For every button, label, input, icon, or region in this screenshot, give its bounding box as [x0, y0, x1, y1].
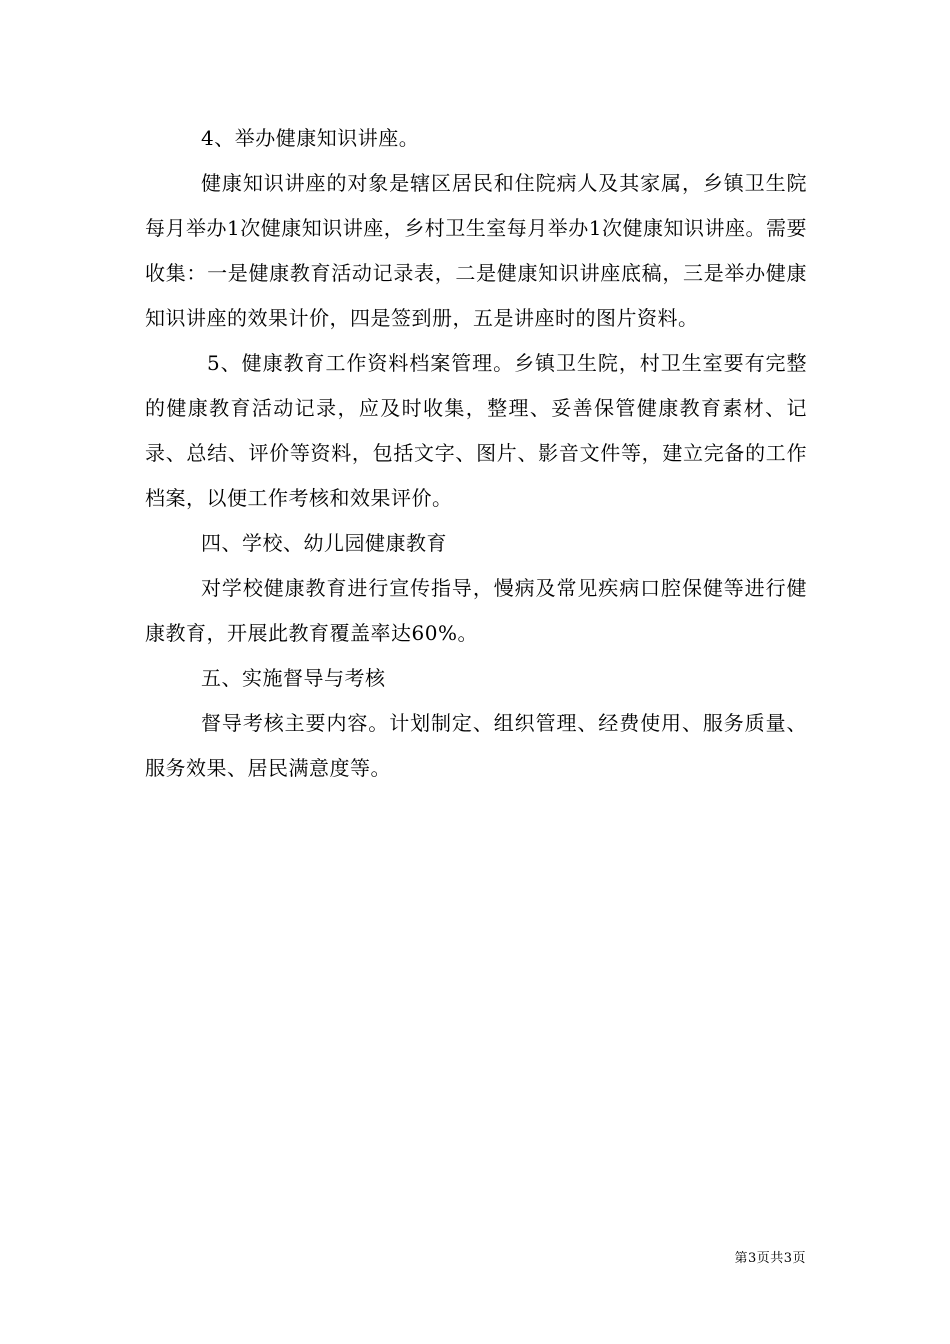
- paragraph-archive-management: 5、健康教育工作资料档案管理。乡镇卫生院，村卫生室要有完整的健康教育活动记录，应及时收集，整理、妥善保管健康教育素材、记录、总结、评价等资料，包括文字、图片、影音文件等，建立完备的工作档案，以便工作考核和效果评价。: [145, 351, 807, 510]
- section-heading-school: 四、学校、幼儿园健康教育: [201, 531, 447, 555]
- document-body: [145, 116, 807, 791]
- paragraph-school-education: 对学校健康教育进行宣传指导，慢病及常见疾病口腔保健等进行健康教育，开展此教育覆盖率达60%。: [145, 576, 807, 645]
- paragraph-lecture-heading: 4、举办健康知识讲座。: [201, 126, 420, 150]
- paragraph-lecture-details: 健康知识讲座的对象是辖区居民和住院病人及其家属，乡镇卫生院每月举办1次健康知识讲座，乡村卫生室每月举办1次健康知识讲座。需要收集：一是健康教育活动记录表，二是健康知识讲座底稿，三是举办健康知识讲座的效果计价，四是签到册，五是讲座时的图片资料。: [145, 171, 807, 330]
- section-heading-supervision: 五、实施督导与考核: [201, 666, 386, 690]
- paragraph-supervision-content: 督导考核主要内容。计划制定、组织管理、经费使用、服务质量、服务效果、居民满意度等。: [145, 711, 807, 780]
- page-number-footer: 第3页共3页: [734, 1251, 806, 1266]
